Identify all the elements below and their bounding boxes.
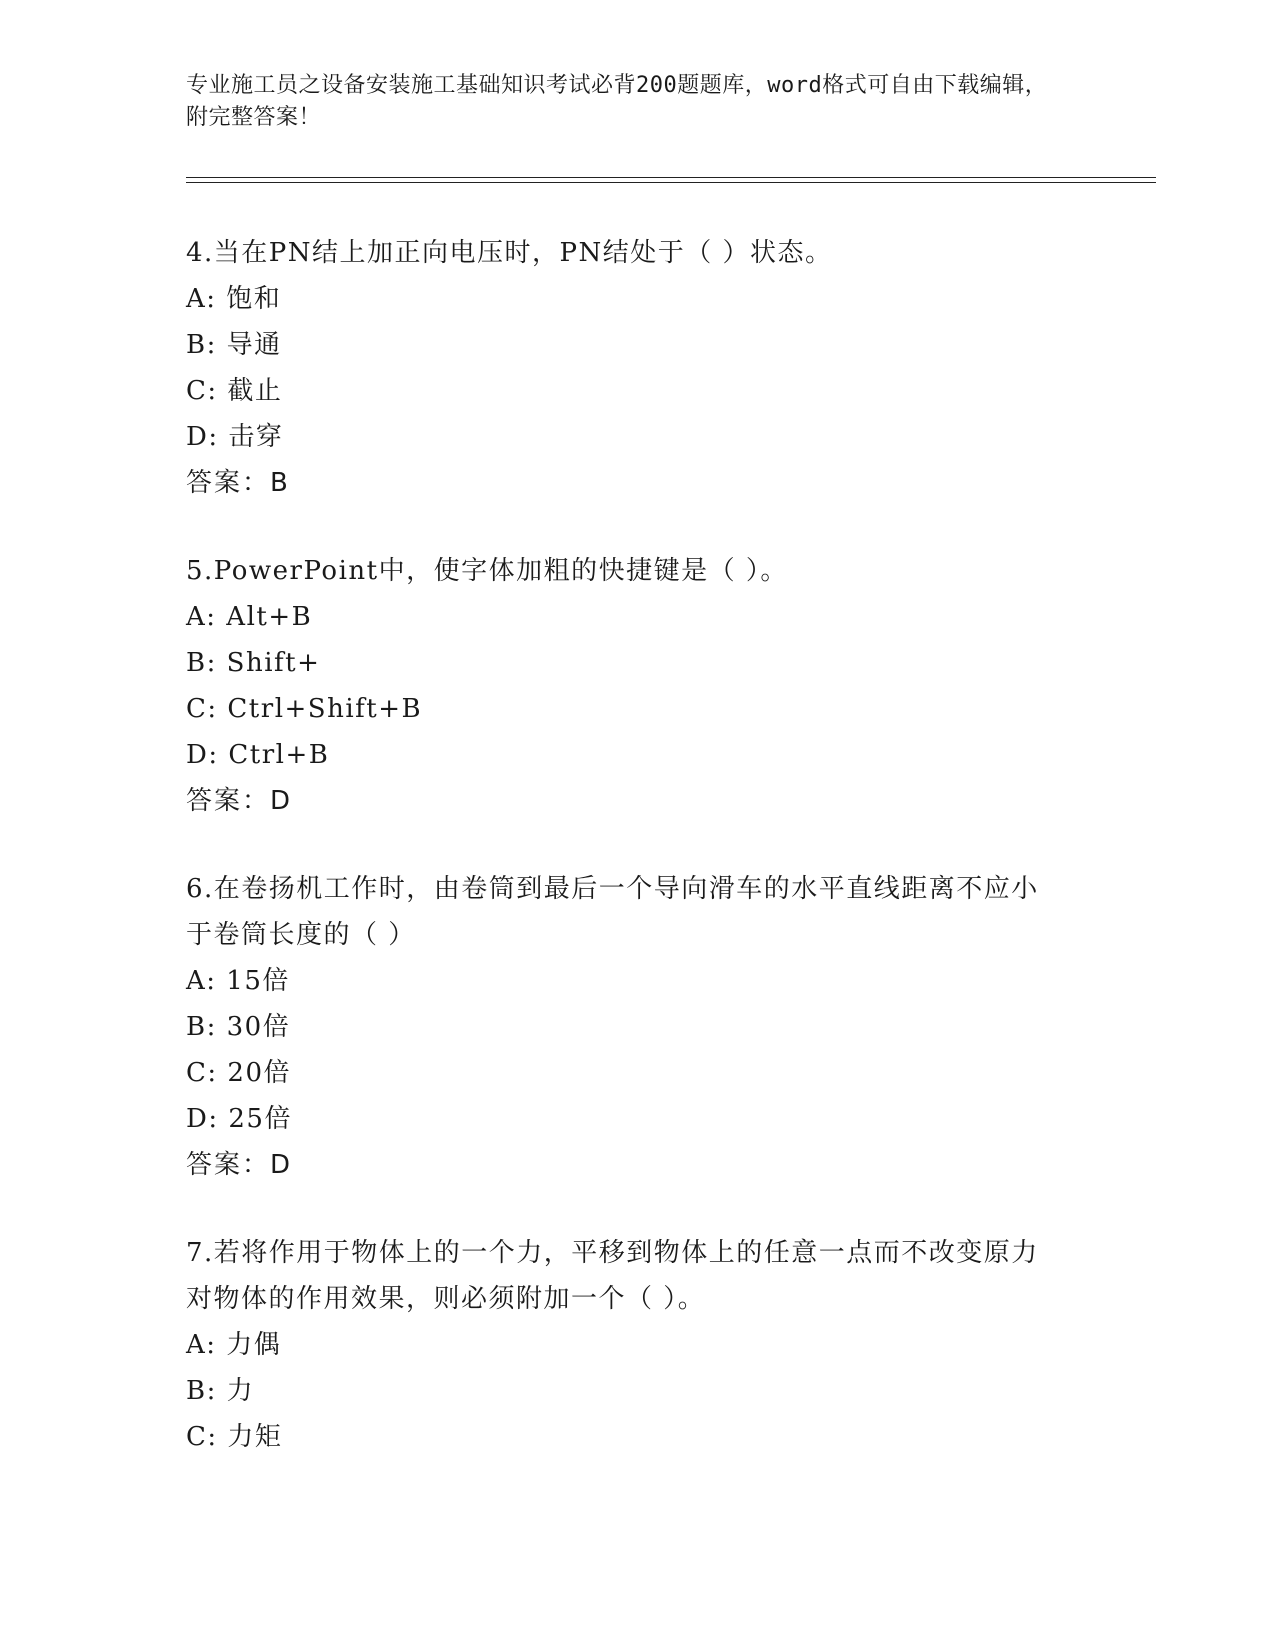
option-a: A: 饱和	[186, 284, 282, 314]
question-stem: 4.当在PN结上加正向电压时，PN结处于（ ）状态。	[186, 238, 833, 268]
answer-line: 答案：D	[186, 786, 293, 816]
header-divider-bottom	[186, 182, 1156, 183]
answer-line: 答案：B	[186, 468, 290, 498]
option-c: C: Ctrl+Shift+B	[186, 694, 423, 724]
question-7	[186, 1230, 1156, 1460]
option-c: C: 截止	[186, 376, 283, 406]
option-c: C: 20倍	[186, 1058, 292, 1088]
question-4	[186, 230, 1156, 506]
option-b: B: 30倍	[186, 1012, 291, 1042]
option-a: A: Alt+B	[186, 602, 313, 632]
option-d: D: Ctrl+B	[186, 740, 330, 770]
option-b: B: 力	[186, 1376, 255, 1406]
question-stem: 5.PowerPoint中，使字体加粗的快捷键是（ ）。	[186, 556, 788, 586]
question-stem: 6.在卷扬机工作时，由卷筒到最后一个导向滑车的水平直线距离不应小于卷筒长度的（ ）	[186, 874, 1039, 950]
document-page	[186, 70, 1156, 1452]
header-divider-top	[186, 177, 1156, 178]
option-d: D: 25倍	[186, 1104, 292, 1134]
answer-line: 答案：D	[186, 1150, 293, 1180]
option-d: D: 击穿	[186, 422, 284, 452]
option-a: A: 力偶	[186, 1330, 282, 1360]
question-5	[186, 548, 1156, 824]
option-a: A: 15倍	[186, 966, 290, 996]
question-list	[186, 230, 1156, 1502]
option-b: B: Shift+	[186, 648, 321, 678]
document-header-title: 专业施工员之设备安装施工基础知识考试必背200题题库，word格式可自由下载编辑，附完整答案！	[186, 73, 1048, 130]
question-6	[186, 866, 1156, 1188]
option-b: B: 导通	[186, 330, 282, 360]
question-stem: 7.若将作用于物体上的一个力，平移到物体上的任意一点而不改变原力对物体的作用效果，则必须附加一个（ ）。	[186, 1238, 1039, 1314]
option-c: C: 力矩	[186, 1422, 283, 1452]
